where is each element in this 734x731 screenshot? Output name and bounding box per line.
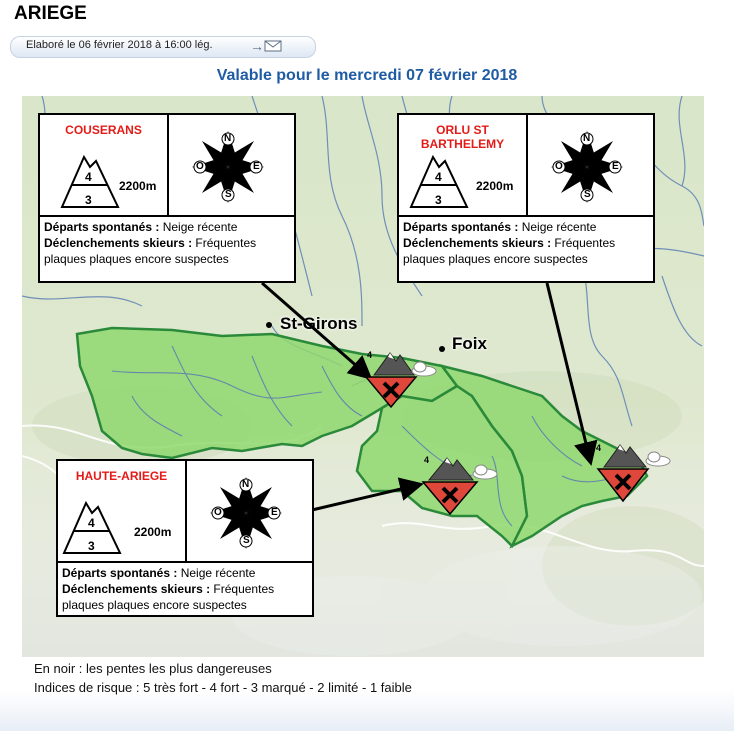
arrow-orlu bbox=[547, 283, 590, 460]
skier-trigger-label: Déclenchements skieurs : bbox=[44, 236, 193, 250]
legend-line-slopes: En noir : les pentes les plus dangereuses bbox=[34, 661, 272, 676]
panel-description bbox=[403, 219, 649, 267]
compass-n: N bbox=[583, 133, 591, 144]
compass-o: O bbox=[196, 161, 204, 172]
avalanche-pictogram-icon bbox=[364, 349, 440, 409]
map-legend bbox=[34, 659, 412, 697]
risk-above: 4 bbox=[88, 516, 95, 530]
altitude-threshold: 2200m bbox=[134, 525, 172, 539]
spontaneous-label: Départs spontanés : bbox=[62, 566, 178, 580]
risk-marker-orlu bbox=[596, 441, 676, 503]
altitude-cell bbox=[399, 115, 528, 215]
panel-description bbox=[44, 219, 290, 267]
massif-panel-couserans bbox=[38, 113, 296, 283]
avalanche-pictogram-icon bbox=[421, 454, 503, 516]
compass-e: E bbox=[612, 161, 619, 172]
altitude-cell bbox=[40, 115, 169, 215]
skier-trigger-label: Déclenchements skieurs : bbox=[403, 236, 552, 250]
panel-description bbox=[62, 565, 308, 613]
compass-o: O bbox=[214, 507, 222, 518]
arrow-couserans bbox=[262, 283, 368, 376]
risk-below: 3 bbox=[85, 193, 92, 207]
altitude-threshold: 2200m bbox=[119, 179, 157, 193]
massif-name: COUSERANS bbox=[65, 123, 142, 137]
risk-above: 4 bbox=[85, 170, 92, 184]
compass-e: E bbox=[271, 507, 278, 518]
spontaneous-label: Départs spontanés : bbox=[403, 220, 519, 234]
spontaneous-value: Neige récente bbox=[177, 566, 256, 580]
risk-level: 4 bbox=[596, 443, 602, 453]
compass-s: S bbox=[243, 535, 250, 546]
skier-trigger-value: Fréquentes plaques plaques encore suspectes bbox=[44, 236, 257, 266]
town-label: St-Girons bbox=[280, 314, 358, 333]
massif-panel-orlu bbox=[397, 113, 655, 283]
risk-above: 4 bbox=[435, 170, 442, 184]
spontaneous-label: Départs spontanés : bbox=[44, 220, 160, 234]
risk-below: 3 bbox=[435, 193, 442, 207]
skier-trigger-value: Fréquentes plaques plaques encore suspectes bbox=[62, 582, 275, 612]
altitude-cell bbox=[58, 461, 187, 561]
compass-e: E bbox=[253, 161, 260, 172]
compass-n: N bbox=[224, 133, 232, 144]
town-label: Foix bbox=[452, 334, 487, 353]
legend-line-risk-scale: Indices de risque : 5 très fort - 4 fort - 3 marqué - 2 limité - 1 faible bbox=[34, 680, 412, 695]
skier-trigger-label: Déclenchements skieurs : bbox=[62, 582, 211, 596]
validity-date: Valable pour le mercredi 07 février 2018 bbox=[216, 67, 518, 84]
massif-name: ORLU ST BARTHELEMY bbox=[420, 123, 505, 151]
arrow-haute-ariege bbox=[312, 485, 418, 510]
risk-marker-haute-ariege bbox=[421, 454, 503, 516]
skier-trigger-value: Fréquentes plaques plaques encore suspectes bbox=[403, 236, 616, 266]
compass-s: S bbox=[225, 189, 232, 200]
altitude-threshold: 2200m bbox=[476, 179, 514, 193]
compass-o: O bbox=[555, 161, 563, 172]
arrow-right-icon[interactable]: → bbox=[250, 38, 264, 54]
risk-marker-couserans bbox=[364, 349, 440, 409]
spontaneous-value: Neige récente bbox=[159, 220, 238, 234]
compass-s: S bbox=[584, 189, 591, 200]
risk-level: 4 bbox=[424, 455, 430, 465]
issued-date: Elaboré le 06 février 2018 à 16:00 lég. bbox=[26, 39, 213, 51]
compass-n: N bbox=[242, 479, 250, 490]
risk-level: 4 bbox=[367, 350, 373, 360]
avalanche-pictogram-icon bbox=[596, 441, 676, 503]
massif-name: HAUTE-ARIEGE bbox=[75, 469, 168, 483]
risk-below: 3 bbox=[88, 539, 95, 553]
spontaneous-value: Neige récente bbox=[518, 220, 597, 234]
page-title: ARIEGE bbox=[14, 3, 87, 24]
massif-panel-haute-ariege bbox=[56, 459, 314, 617]
